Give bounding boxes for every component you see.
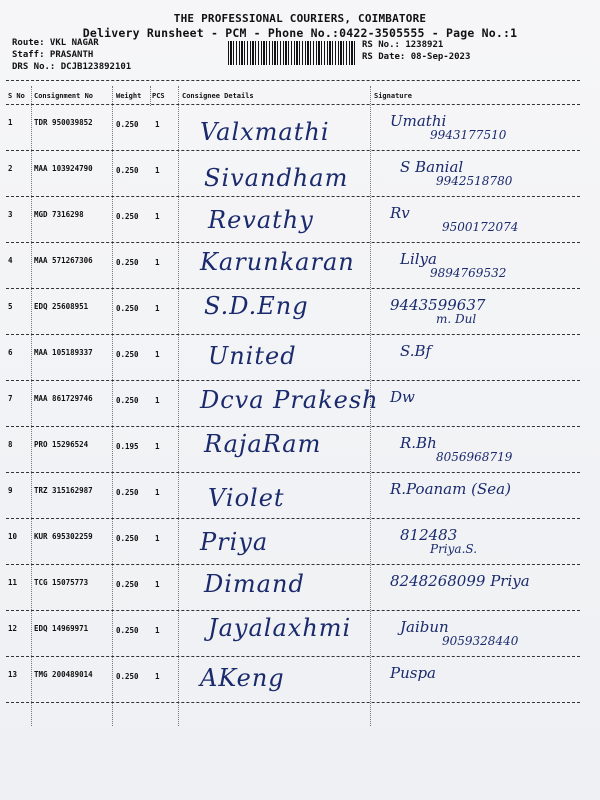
- row-signature-note: Priya.S.: [430, 542, 478, 556]
- row-signature: S.Bf: [400, 342, 432, 360]
- row-consignment-no: TDR 950039852: [34, 118, 93, 127]
- row-pcs: 1: [155, 350, 160, 359]
- row-consignee-name: Valxmathi: [200, 118, 330, 146]
- column-line: [31, 86, 32, 726]
- row-signature-note: 9943177510: [430, 128, 507, 142]
- header-consignee: Consignee Details: [182, 92, 254, 100]
- row-sno: 13: [8, 670, 18, 679]
- row-consignment-no: PRO 15296524: [34, 440, 89, 449]
- row-sno: 12: [8, 624, 18, 633]
- row-divider: [6, 656, 580, 657]
- row-signature-note: 9059328440: [442, 634, 519, 648]
- row-weight: 0.250: [116, 396, 139, 405]
- row-sno: 1: [8, 118, 13, 127]
- row-signature-note: 9894769532: [430, 266, 507, 280]
- row-divider: [6, 702, 580, 703]
- row-divider: [6, 196, 580, 197]
- header-consignment: Consignment No: [34, 92, 94, 100]
- row-sno: 8: [8, 440, 13, 449]
- row-consignee-name: United: [208, 342, 297, 370]
- row-consignee-name: Priya: [200, 528, 269, 556]
- row-sno: 10: [8, 532, 18, 541]
- row-sno: 5: [8, 302, 13, 311]
- header-signature: Signature: [374, 92, 412, 100]
- column-line: [178, 86, 179, 726]
- row-divider: [6, 564, 580, 565]
- row-divider: [6, 380, 580, 381]
- row-weight: 0.250: [116, 534, 139, 543]
- row-signature: Jaibun: [400, 618, 449, 636]
- row-consignment-no: TMG 200489014: [34, 670, 93, 679]
- row-signature: S Banial: [400, 158, 464, 176]
- row-signature: Umathi: [390, 112, 447, 130]
- row-consignee-name: Revathy: [208, 206, 314, 234]
- row-signature: 8248268099 Priya: [390, 572, 530, 590]
- row-divider: [6, 472, 580, 473]
- row-signature: R.Bh: [400, 434, 437, 452]
- row-weight: 0.250: [116, 580, 139, 589]
- row-signature: 9443599637: [390, 296, 486, 314]
- row-divider: [6, 150, 580, 151]
- row-divider: [6, 242, 580, 243]
- drs-number: DRS No.: DCJB123892101: [12, 62, 132, 72]
- row-divider: [6, 288, 580, 289]
- row-consignment-no: MAA 571267306: [34, 256, 93, 265]
- top-divider: [6, 80, 580, 81]
- row-consignee-name: Dcva Prakesh: [200, 386, 379, 414]
- row-consignment-no: TRZ 315162987: [34, 486, 93, 495]
- row-signature: Dw: [390, 388, 415, 406]
- row-weight: 0.250: [116, 212, 139, 221]
- row-consignee-name: RajaRam: [204, 430, 322, 458]
- row-weight: 0.250: [116, 672, 139, 681]
- row-consignment-no: MAA 103924790: [34, 164, 93, 173]
- row-weight: 0.250: [116, 120, 139, 129]
- row-consignee-name: AKeng: [200, 664, 285, 692]
- row-weight: 0.250: [116, 304, 139, 313]
- row-consignment-no: EDQ 14969971: [34, 624, 89, 633]
- header-sno: S No: [8, 92, 25, 100]
- row-pcs: 1: [155, 672, 160, 681]
- row-signature: 812483: [400, 526, 458, 544]
- row-consignee-name: Jayalaxhmi: [208, 614, 352, 642]
- row-signature-note: 9500172074: [442, 220, 519, 234]
- row-weight: 0.195: [116, 442, 139, 451]
- row-weight: 0.250: [116, 626, 139, 635]
- row-consignment-no: MAA 861729746: [34, 394, 93, 403]
- rs-number: RS No.: 1238921: [362, 40, 444, 50]
- row-pcs: 1: [155, 534, 160, 543]
- row-consignee-name: Violet: [208, 484, 285, 512]
- row-consignee-name: Dimand: [204, 570, 305, 598]
- row-consignee-name: Karunkaran: [200, 248, 355, 276]
- runsheet-subtitle: Delivery Runsheet - PCM - Phone No.:0422-3505555 - Page No.:1: [82, 26, 518, 40]
- row-weight: 0.250: [116, 350, 139, 359]
- row-divider: [6, 334, 580, 335]
- row-consignee-name: S.D.Eng: [204, 292, 309, 320]
- row-pcs: 1: [155, 166, 160, 175]
- row-pcs: 1: [155, 580, 160, 589]
- row-signature: R.Poanam (Sea): [390, 480, 511, 498]
- header-weight: Weight: [116, 92, 142, 100]
- row-pcs: 1: [155, 304, 160, 313]
- row-consignment-no: TCG 15075773: [34, 578, 89, 587]
- row-sno: 7: [8, 394, 13, 403]
- row-consignment-no: MGD 7316298: [34, 210, 84, 219]
- route-label: Route: VKL NAGAR: [12, 38, 99, 48]
- rs-date: RS Date: 08-Sep-2023: [362, 52, 471, 62]
- row-pcs: 1: [155, 626, 160, 635]
- row-pcs: 1: [155, 396, 160, 405]
- row-pcs: 1: [155, 212, 160, 221]
- row-pcs: 1: [155, 442, 160, 451]
- row-signature-note: 8056968719: [436, 450, 513, 464]
- column-line: [150, 86, 151, 106]
- row-consignment-no: MAA 105189337: [34, 348, 93, 357]
- row-sno: 9: [8, 486, 13, 495]
- row-sno: 11: [8, 578, 18, 587]
- row-pcs: 1: [155, 488, 160, 497]
- row-divider: [6, 426, 580, 427]
- row-signature-note: m. Dul: [436, 312, 477, 326]
- row-divider: [6, 610, 580, 611]
- row-signature: Lilya: [400, 250, 437, 268]
- header-divider: [6, 104, 580, 105]
- row-weight: 0.250: [116, 166, 139, 175]
- row-consignment-no: KUR 695302259: [34, 532, 93, 541]
- header-pcs: PCS: [152, 92, 165, 100]
- row-consignment-no: EDQ 25608951: [34, 302, 89, 311]
- row-pcs: 1: [155, 258, 160, 267]
- row-signature: Puspa: [390, 664, 436, 682]
- row-pcs: 1: [155, 120, 160, 129]
- row-sno: 6: [8, 348, 13, 357]
- row-sno: 4: [8, 256, 13, 265]
- company-title: THE PROFESSIONAL COURIERS, COIMBATORE: [173, 12, 427, 25]
- row-weight: 0.250: [116, 488, 139, 497]
- staff-label: Staff: PRASANTH: [12, 50, 94, 60]
- row-sno: 2: [8, 164, 13, 173]
- column-line: [112, 86, 113, 726]
- row-signature: Rv: [390, 204, 410, 222]
- barcode-image: [228, 41, 356, 65]
- row-weight: 0.250: [116, 258, 139, 267]
- row-sno: 3: [8, 210, 13, 219]
- row-divider: [6, 518, 580, 519]
- row-signature-note: 9942518780: [436, 174, 513, 188]
- row-consignee-name: Sivandham: [204, 164, 349, 192]
